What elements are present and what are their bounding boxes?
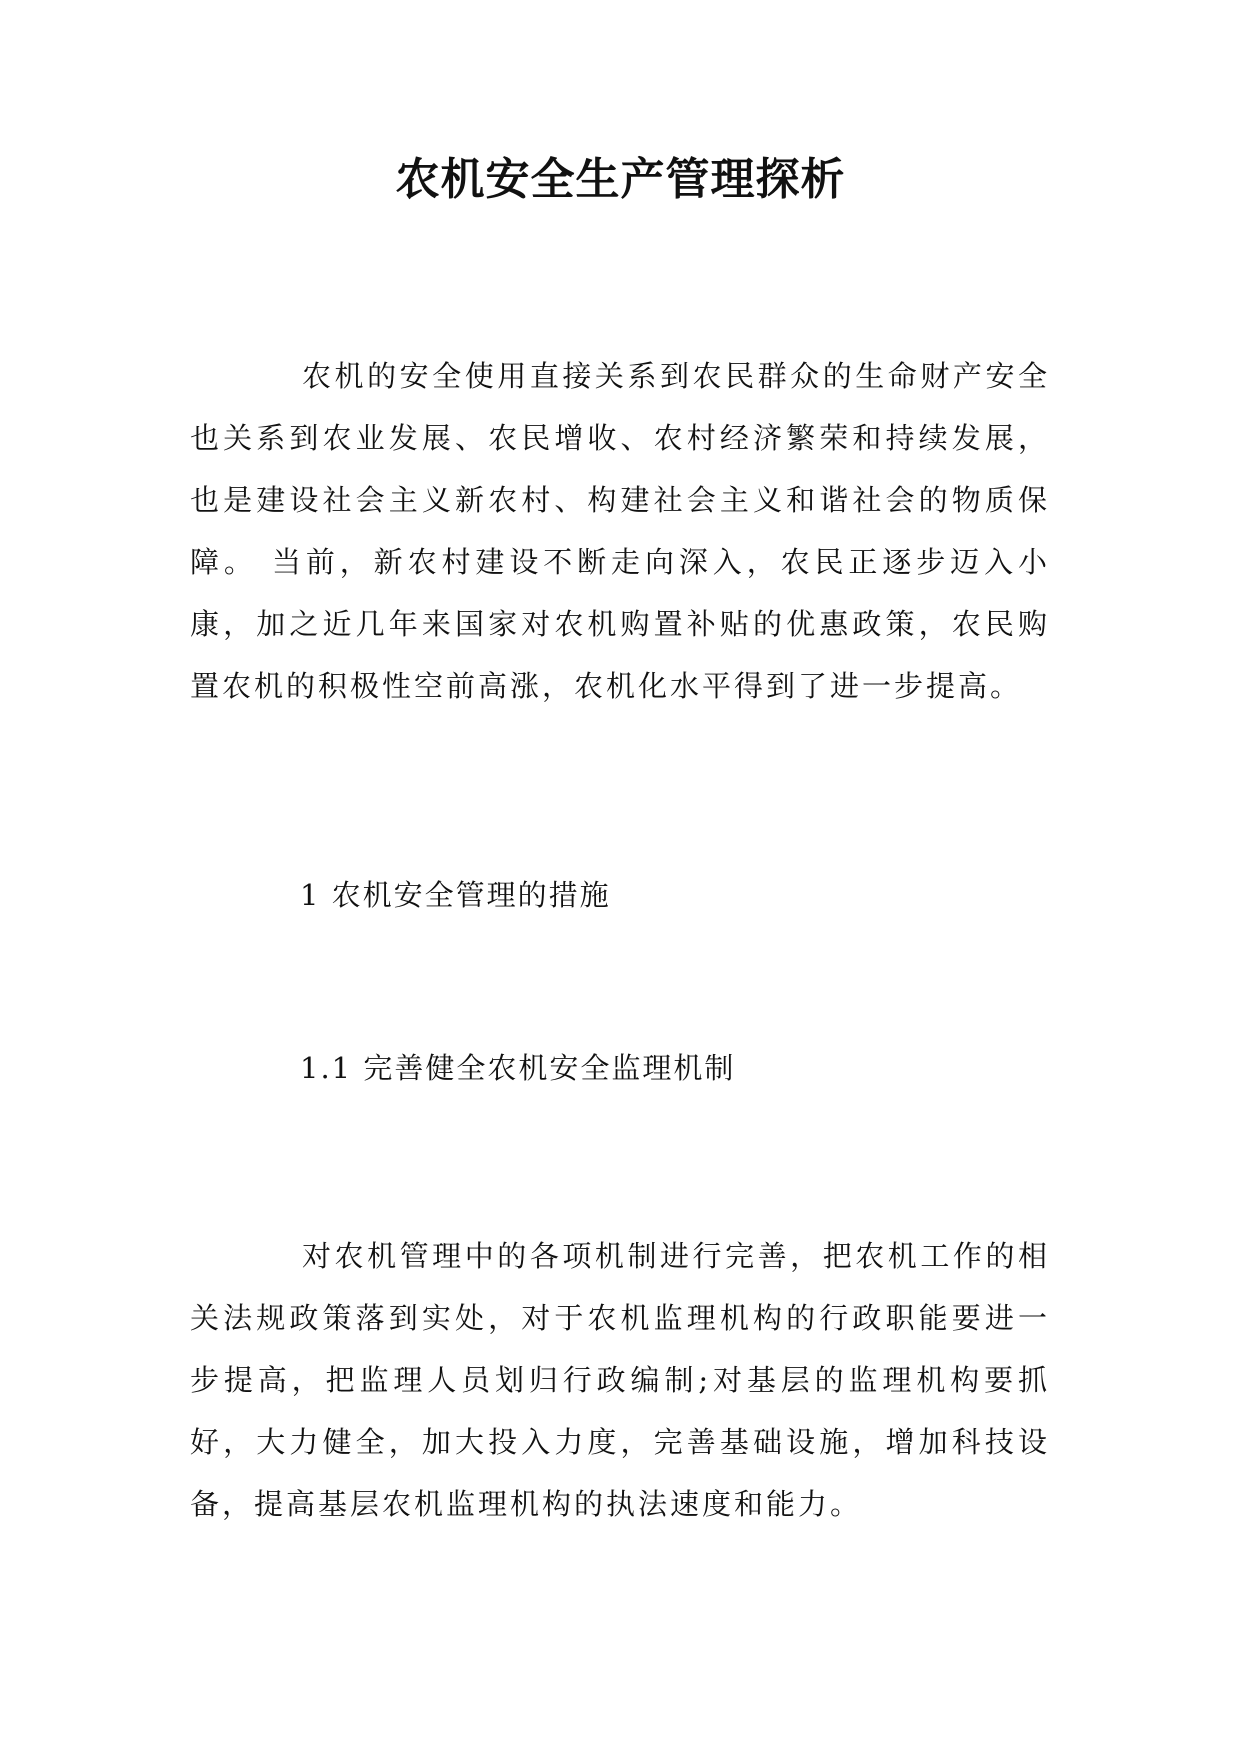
subsection-heading-1-1: 1.1 完善健全农机安全监理机制 <box>300 1051 736 1085</box>
intro-paragraph: 农机的安全使用直接关系到农民群众的生命财产安全也关系到农业发展、农民增收、农村经济繁荣和持续发展，也是建设社会主义新农村、构建社会主义和谐社会的物质保障。 当前，新农村建设不断走向深入，农民正逐步迈入小康，加之近几年来国家对农机购置补贴的优惠政策，农民购置农机的积极性空前高涨，农机化水平得到了进一步提高。 <box>190 359 1050 703</box>
section-heading-1: 1 农机安全管理的措施 <box>300 878 611 912</box>
document-title: 农机安全生产管理探析 <box>395 154 846 205</box>
body-paragraph: 对农机管理中的各项机制进行完善，把农机工作的相关法规政策落到实处，对于农机监理机构的行政职能要进一步提高，把监理人员划归行政编制;对基层的监理机构要抓好，大力健全，加大投入力度，完善基础设施，增加科技设备，提高基层农机监理机构的执法速度和能力。 <box>190 1239 1050 1521</box>
